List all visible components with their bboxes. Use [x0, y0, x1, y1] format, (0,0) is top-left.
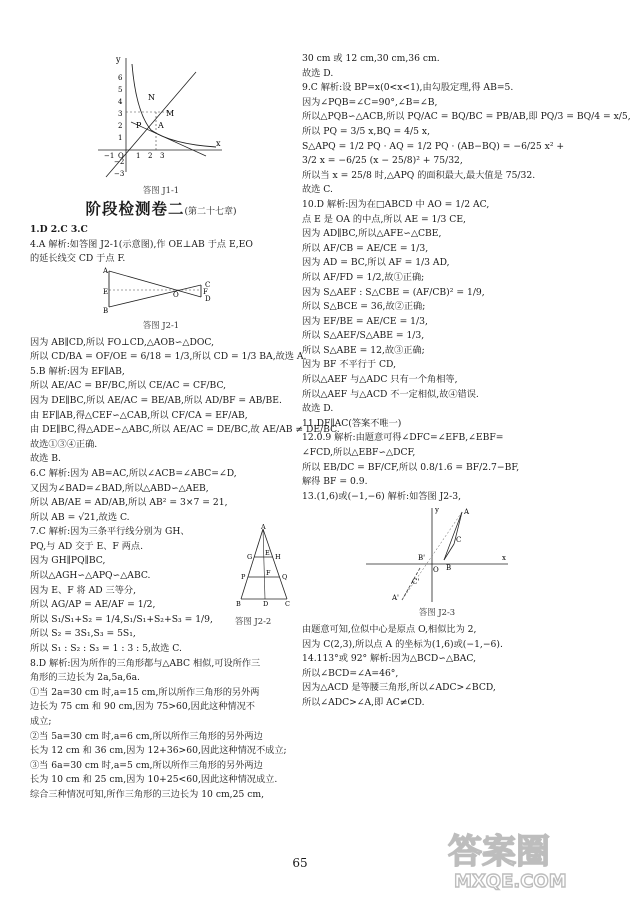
text-line: 所以∠ADC>∠A,即 AC≠CD.	[302, 696, 425, 708]
watermark-url: MXQE.COM	[454, 871, 567, 892]
fig1-label: P	[136, 121, 142, 130]
text-line: 所以 S₂ = 3S₁,S₃ = 5S₁,	[30, 628, 136, 640]
fig3-label: D	[263, 600, 269, 609]
text-line: 解得 BF = 0.9.	[302, 476, 368, 488]
text-line: 因为∠PQB=∠C=90°,∠B=∠B,	[302, 96, 438, 108]
text-line: 所以 AB = √21,故选 C.	[30, 511, 130, 523]
text-line: 10.D 解析:因为在□ABCD 中 AO = 1/2 AC,	[302, 198, 490, 210]
fig4-label: B'	[418, 554, 426, 563]
text-line: 因为 EF/BE = AE/CE = 1/3,	[302, 315, 428, 327]
similar-triangles-figure	[101, 267, 221, 317]
fig1-label: −3	[114, 170, 125, 178]
figure-caption: 答图 J2-1	[142, 319, 180, 330]
text-line: 所以 S△AEF/S△ABE = 1/3,	[302, 330, 425, 342]
watermark-logo	[444, 825, 594, 893]
function-graph-figure	[96, 52, 226, 182]
text-line: 所以当 x = 25/8 时,△APQ 的面积最大,最大值是 75/32.	[302, 169, 536, 181]
fig1-label: 1	[136, 152, 141, 160]
text-line: 所以△AGH∽△APQ∽△ABC.	[30, 570, 151, 582]
text-line: 所以△AEF 与△ADC 只有一个角相等,	[302, 374, 458, 386]
fig1-label: 3	[160, 152, 165, 160]
text-line: 3/2 x = −6/25 (x − 25/8)² + 75/32,	[302, 155, 463, 167]
text-line: 角形的三边长为 2a,5a,6a.	[30, 672, 140, 684]
fig1-label: x	[216, 139, 221, 148]
fig3-label: P	[241, 573, 246, 582]
fig2-label: F	[203, 287, 208, 296]
text-line: 13.(1,6)或(−1,−6) 解析:如答图 J2-3,	[302, 490, 462, 502]
text-line: 因为 C(2,3),所以点 A 的坐标为(1,6)或(−1,−6).	[302, 638, 503, 650]
section-title-text: 阶段检测卷二	[85, 198, 185, 218]
text-line: 点 E 是 OA 的中点,所以 AE = 1/3 CE,	[302, 213, 466, 225]
text-line: 因为 S△AEF : S△CBE = (AF/CB)² = 1/9,	[302, 286, 485, 298]
section-subtitle: (第二十七章)	[184, 206, 237, 217]
fig4-label: x	[502, 554, 506, 563]
text-line: PQ,与 AD 交于 E、F 两点.	[30, 540, 143, 552]
fig2-label: O	[173, 290, 179, 299]
text-line: ③当 6a=30 cm 时,a=5 cm,所以所作三角形的另外两边	[30, 759, 263, 771]
text-line: ②当 5a=30 cm 时,a=6 cm,所以所作三角形的另外两边	[30, 730, 263, 742]
text-line: 所以 S△ABE = 12,故③正确;	[302, 344, 425, 356]
fig1-label: 2	[118, 122, 123, 130]
text-line: 故选 D.	[302, 67, 334, 79]
fig4-label: C'	[412, 578, 420, 587]
text-line: 因为 DE∥BC,所以 AE/AC = BE/AB,所以 AD/BF = AB/BE.	[30, 394, 282, 406]
text-line: 7.C 解析:因为三条平行线分别为 GH、	[30, 526, 190, 538]
fig3-label: E	[265, 549, 270, 558]
right-column	[302, 52, 631, 711]
text-line: 所以 AF/FD = 1/2,故①正确;	[302, 271, 425, 283]
figure-caption: 答图 J1-1	[142, 185, 180, 195]
fig1-label: 3	[118, 110, 123, 118]
fig4-label: C	[456, 536, 462, 545]
section-title	[30, 198, 292, 220]
text-line: 所以 S₁ : S₂ : S₃ = 1 : 3 : 5,故选 C.	[30, 643, 182, 655]
fig2-label: E	[103, 287, 109, 296]
fig1-label: O	[118, 152, 124, 160]
fig4-label: A'	[392, 594, 399, 603]
text-line: 因为 BF 不平行于 CD,	[302, 359, 397, 371]
fig1-label: A	[158, 121, 164, 130]
fig3-label: Q	[282, 573, 288, 582]
fig2-label: B	[103, 306, 109, 315]
text-line: 由 DE∥BC,得△ADE∽△ABC,所以 AE/AC = DE/BC,故 AE/AB ≠ DE/BC.	[30, 424, 340, 436]
text-line: 所以 S₁/S₁+S₂ = 1/4,S₁/S₁+S₂+S₃ = 1/9,	[30, 613, 213, 625]
text-line: 1.D 2.C 3.C	[30, 224, 88, 236]
text-line: 成立;	[30, 716, 52, 727]
fig3-label: G	[247, 553, 253, 562]
triangle-parallel-lines-figure	[235, 525, 291, 607]
text-line: 长为 10 cm 和 25 cm,因为 10+25<60,因此这种情况成立.	[30, 774, 278, 786]
text-line: 因为△ACD 是等腰三角形,所以∠ADC>∠BCD,	[302, 682, 496, 694]
text-line: 故选 C.	[302, 184, 333, 196]
fig1-label: 4	[118, 98, 123, 106]
text-line: 所以△AEF 与△ACD 不一定相似,故④错误.	[302, 388, 479, 400]
text-line: 30 cm 或 12 cm,30 cm,36 cm.	[302, 53, 440, 64]
text-line: 9.C 解析:设 BP=x(0<x<1),由勾股定理,得 AB=5.	[302, 82, 514, 94]
text-line: 故选 D.	[302, 403, 334, 415]
fig1-label: −2	[114, 158, 125, 166]
text-line: 所以 S△BCE = 36,故②正确;	[302, 301, 426, 313]
text-line: 6.C 解析:因为 AB=AC,所以∠ACB=∠ABC=∠D,	[30, 467, 237, 479]
fig1-label: y	[116, 55, 121, 64]
text-line: S△APQ = 1/2 PQ · AQ = 1/2 PQ · (AB−BQ) = −6/25 x² +	[302, 140, 565, 152]
fig1-label: 2	[148, 152, 153, 160]
fig4-label: B	[446, 564, 452, 573]
homothety-coordinate-figure	[362, 504, 512, 604]
text-line: 所以△PQB∽△ACB,所以 PQ/AC = BQ/BC = PB/AB,即 PQ/3 = BQ/4 = x/5,	[302, 111, 631, 123]
fig1-label: 6	[118, 74, 123, 82]
text-line: 因为 AB∥CD,所以 FO⊥CD,△AOB∽△DOC,	[30, 336, 215, 348]
page-number: 65	[292, 856, 308, 870]
text-line: ①当 2a=30 cm 时,a=15 cm,所以所作三角形的另外两	[30, 686, 260, 698]
text-line: ∠FCD,所以△EBF∽△DCF,	[302, 447, 416, 459]
text-line: 边长为 75 cm 和 90 cm,因为 75>60,因此这种情况不	[30, 701, 255, 713]
fig3-label: C	[285, 600, 290, 609]
text-line: 长为 12 cm 和 36 cm,因为 12+36>60,因此这种情况不成立;	[30, 745, 287, 757]
text-line: 因为 AD = BC,所以 AF = 1/3 AD,	[302, 257, 450, 269]
fig1-label: 5	[118, 86, 123, 94]
text-line: 故选 B.	[30, 453, 61, 465]
triangle-figure-wrap	[235, 525, 291, 631]
text-line: 11.DF∥AC(答案不唯一)	[302, 417, 402, 429]
fig1-label: −1	[104, 152, 115, 160]
text-line: 综合三种情况可知,所作三角形的三边长为 10 cm,25 cm,	[30, 788, 264, 800]
watermark-text: 答案圈	[448, 832, 550, 872]
fig4-label: A	[464, 508, 470, 517]
fig4-label: O	[433, 566, 439, 575]
text-line: 因为 AD∥BC,所以△AFE∽△CBE,	[302, 228, 442, 240]
text-line: 因为 GH∥PQ∥BC,	[30, 555, 106, 567]
fig3-label: H	[275, 553, 281, 562]
fig2-label: D	[205, 294, 211, 303]
text-line: 12.0.9 解析:由题意可得∠DFC=∠EFB,∠EBF=	[302, 432, 504, 444]
text-line: 所以∠BCD=∠A=46°,	[302, 667, 399, 679]
text-line: 因为 E、F 将 AD 三等分,	[30, 584, 136, 596]
text-line: 由题意可知,位似中心是原点 O,相似比为 2,	[302, 624, 477, 635]
fig1-label: M	[166, 109, 175, 118]
fig3-label: B	[236, 600, 241, 609]
fig1-label: 1	[118, 134, 123, 142]
text-line: 所以 AF/CB = AE/CE = 1/3,	[302, 242, 429, 254]
figure-caption: 答图 J2-3	[418, 607, 456, 618]
fig3-label: A	[261, 523, 266, 532]
text-line: 14.113°或 92° 解析:因为△BCD∽△BAC,	[302, 653, 477, 665]
text-line: 所以 AE/AC = BF/BC,所以 CE/AC = CF/BC,	[30, 380, 227, 392]
fig2-label: A	[103, 266, 109, 275]
text-line: 所以 AB/AE = AD/AB,所以 AB² = 3×7 = 21,	[30, 497, 228, 509]
text-line: 所以 CD/BA = OF/OE = 6/18 = 1/3,所以 CD = 1/3 BA,故选 A.	[30, 351, 307, 363]
text-line: 5.B 解析:因为 EF∥AB,	[30, 365, 125, 377]
fig1-label: N	[148, 93, 155, 102]
text-line: 所以 EB/DC = BF/CF,所以 0.8/1.6 = BF/2.7−BF,	[302, 461, 520, 473]
fig4-label: y	[435, 506, 439, 515]
text-line: 故选①③④正确.	[30, 438, 98, 450]
problem-7-block	[30, 525, 292, 656]
text-line: 又因为∠BAD=∠BAD,所以△ABD∽△AEB,	[30, 482, 209, 494]
text-line: 4.A 解析:如答图 J2-1(示意图),作 OE⊥AB 于点 E,EO	[30, 238, 253, 250]
text-line: 的延长线交 CD 于点 F.	[30, 253, 126, 265]
text-line: 所以 PQ = 3/5 x,BQ = 4/5 x,	[302, 125, 430, 137]
text-line: 由 EF∥AB,得△CEF∽△CAB,所以 CF/CA = EF/AB,	[30, 409, 248, 421]
text-line: 所以 AG/AP = AE/AF = 1/2,	[30, 599, 156, 611]
fig3-label: F	[266, 569, 271, 578]
figure-caption: 答图 J2-2	[235, 615, 272, 626]
fig2-label: C	[205, 280, 211, 289]
text-line: 8.D 解析:因为所作的三角形都与△ABC 相似,可设所作三	[30, 657, 261, 669]
